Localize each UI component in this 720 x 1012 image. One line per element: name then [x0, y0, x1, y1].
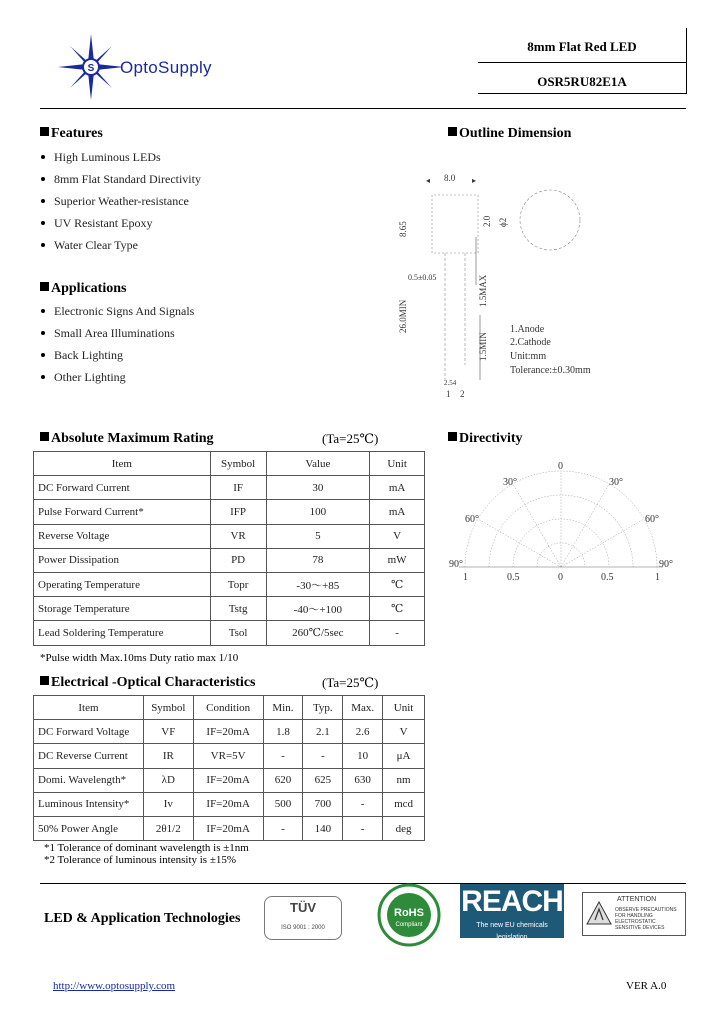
outline-drawing	[380, 165, 620, 405]
col-header: Item	[34, 452, 211, 476]
cell-symbol: IFP	[210, 500, 266, 524]
pin-1: 1	[446, 389, 451, 399]
outline-note: Unit:mm	[510, 351, 547, 362]
abs-max-table	[33, 451, 425, 646]
header-divider	[478, 62, 686, 63]
cell-max: 2.6	[343, 720, 383, 744]
cell-condition: IF=20mA	[193, 792, 263, 816]
col-header: Min.	[263, 696, 303, 720]
angle-label: 60°	[465, 514, 479, 525]
cell-symbol: VR	[210, 524, 266, 548]
cell-max: 630	[343, 768, 383, 792]
angle-label: 60°	[645, 514, 659, 525]
pin-2: 2	[460, 389, 465, 399]
svg-text:▸: ▸	[472, 176, 477, 185]
cell-symbol: Tstg	[210, 597, 266, 621]
cell-unit: V	[383, 720, 425, 744]
cell-unit: mA	[370, 476, 425, 500]
list-item: 8mm Flat Standard Directivity	[40, 172, 201, 194]
cell-item: Reverse Voltage	[34, 524, 211, 548]
cell-item: Operating Temperature	[34, 572, 211, 596]
cell-typ: 700	[303, 792, 343, 816]
table-row	[34, 720, 425, 744]
cell-symbol: IF	[210, 476, 266, 500]
optosupply-logo-icon	[58, 34, 124, 100]
rohs-compliant-icon	[377, 883, 441, 947]
table-header-row	[34, 452, 425, 476]
cell-symbol: VF	[143, 720, 193, 744]
cell-item: Power Dissipation	[34, 548, 211, 572]
cell-min: -	[263, 816, 303, 840]
cell-value: 100	[266, 500, 370, 524]
cell-max: -	[343, 816, 383, 840]
cell-symbol: Topr	[210, 572, 266, 596]
axis-tick-label: 0	[558, 572, 563, 583]
abs-max-note: *Pulse width Max.10ms Duty ratio max 1/10	[40, 652, 239, 664]
cell-typ: 140	[303, 816, 343, 840]
dim-flat: 2.0	[482, 215, 492, 227]
col-header: Item	[34, 696, 144, 720]
dim-width: 8.0	[444, 173, 456, 183]
angle-label: 30°	[609, 477, 623, 488]
cell-symbol: Iv	[143, 792, 193, 816]
esd-title: ATTENTION	[617, 896, 657, 903]
cell-item: Storage Temperature	[34, 597, 211, 621]
col-header: Typ.	[303, 696, 343, 720]
header-divider	[478, 93, 686, 94]
cell-symbol: PD	[210, 548, 266, 572]
cell-typ: 625	[303, 768, 343, 792]
eo-table	[33, 695, 425, 841]
cell-value: 260℃/5sec	[266, 621, 370, 645]
eo-condition: (Ta=25℃)	[322, 675, 379, 690]
axis-tick-label: 0.5	[601, 572, 614, 583]
cell-unit: ℃	[370, 597, 425, 621]
list-item: Back Lighting	[40, 348, 194, 370]
cell-symbol: λD	[143, 768, 193, 792]
outline-note: 2.Cathode	[510, 337, 551, 348]
cell-value: 78	[266, 548, 370, 572]
cell-value: -40～+100	[266, 597, 370, 621]
directivity-heading: Directivity	[448, 431, 523, 447]
cell-condition: IF=20mA	[193, 720, 263, 744]
cell-item: Lead Soldering Temperature	[34, 621, 211, 645]
features-list	[40, 150, 201, 260]
table-row	[34, 524, 425, 548]
cell-max: 10	[343, 744, 383, 768]
cell-min: 1.8	[263, 720, 303, 744]
table-row	[34, 816, 425, 840]
cell-max: -	[343, 792, 383, 816]
table-row	[34, 621, 425, 645]
outline-heading: Outline Dimension	[448, 126, 571, 142]
table-row	[34, 768, 425, 792]
table-header-row	[34, 696, 425, 720]
dim-min: 1.5MIN	[478, 332, 488, 361]
eo-note: *1 Tolerance of dominant wavelength is ±1nm	[44, 842, 249, 854]
dim-pitch: 2.54	[444, 379, 457, 387]
outline-note: 1.Anode	[510, 324, 545, 335]
angle-label: 0	[558, 461, 563, 472]
esd-warning-icon	[586, 901, 612, 925]
esd-text: OBSERVE PRECAUTIONS FOR HANDLING ELECTROSTATIC SENSITIVE DEVICES	[615, 907, 677, 931]
abs-max-condition: (Ta=25℃)	[322, 431, 379, 446]
reach-label: REACH	[461, 885, 563, 918]
table-row	[34, 792, 425, 816]
part-number: OSR5RU82E1A	[537, 74, 627, 89]
rohs-sub-label: Compliant	[395, 922, 423, 928]
cell-min: 500	[263, 792, 303, 816]
cell-symbol: IR	[143, 744, 193, 768]
col-header: Value	[266, 452, 370, 476]
cell-value: -30～+85	[266, 572, 370, 596]
list-item: High Luminous LEDs	[40, 150, 201, 172]
reach-badge	[460, 884, 564, 941]
cell-value: 30	[266, 476, 370, 500]
cell-unit: nm	[383, 768, 425, 792]
cell-condition: VR=5V	[193, 744, 263, 768]
table-row	[34, 597, 425, 621]
tuv-label: TÜV	[290, 900, 316, 915]
company-line: LED & Application Technologies	[44, 911, 241, 926]
list-item: Other Lighting	[40, 370, 194, 392]
cell-condition: IF=20mA	[193, 768, 263, 792]
angle-label: 90°	[449, 559, 463, 570]
cell-symbol: Tsol	[210, 621, 266, 645]
tuv-iso-badge	[264, 896, 342, 940]
cell-item: DC Forward Voltage	[34, 720, 144, 744]
col-header: Condition	[193, 696, 263, 720]
esd-attention-badge	[582, 892, 686, 936]
cell-value: 5	[266, 524, 370, 548]
col-header: Max.	[343, 696, 383, 720]
cell-item: Pulse Forward Current*	[34, 500, 211, 524]
list-item: UV Resistant Epoxy	[40, 216, 201, 238]
bottom-rule	[40, 883, 686, 884]
top-rule	[40, 108, 686, 109]
brand-name: OptoSupply	[120, 58, 212, 77]
cell-typ: 2.1	[303, 720, 343, 744]
cell-item: Domi. Wavelength*	[34, 768, 144, 792]
cell-item: DC Reverse Current	[34, 744, 144, 768]
col-header: Unit	[383, 696, 425, 720]
cell-unit: -	[370, 621, 425, 645]
eo-heading: Electrical -Optical Characteristics	[40, 675, 255, 691]
list-item: Superior Weather-resistance	[40, 194, 201, 216]
cell-condition: IF=20mA	[193, 816, 263, 840]
dim-max: 1.5MAX	[478, 274, 488, 307]
applications-heading: Applications	[40, 281, 126, 297]
iso-label: ISO 9001 : 2000	[281, 925, 325, 931]
table-row	[34, 548, 425, 572]
cell-typ: -	[303, 744, 343, 768]
cell-unit: mA	[370, 500, 425, 524]
axis-tick-label: 1	[463, 572, 468, 583]
features-heading: Features	[40, 126, 103, 142]
col-header: Symbol	[210, 452, 266, 476]
dim-lead-length: 26.0MIN	[398, 299, 408, 333]
outline-note: Tolerance:±0.30mm	[510, 365, 591, 376]
axis-tick-label: 1	[655, 572, 660, 583]
cell-unit: deg	[383, 816, 425, 840]
dim-lead: 0.5±0.05	[408, 273, 437, 282]
cell-unit: V	[370, 524, 425, 548]
axis-tick-label: 0.5	[507, 572, 520, 583]
directivity-chart	[445, 455, 685, 590]
dim-dia: ϕ2	[498, 217, 508, 227]
applications-list	[40, 304, 194, 392]
version-label: VER A.0	[626, 980, 667, 992]
abs-max-heading: Absolute Maximum Rating	[40, 431, 214, 447]
table-row	[34, 500, 425, 524]
cell-unit: ℃	[370, 572, 425, 596]
cell-unit: mcd	[383, 792, 425, 816]
product-title: 8mm Flat Red LED	[527, 39, 637, 54]
rohs-label: RoHS	[394, 907, 424, 919]
svg-text:S: S	[87, 63, 95, 74]
cell-item: 50% Power Angle	[34, 816, 144, 840]
cell-unit: μA	[383, 744, 425, 768]
table-row	[34, 744, 425, 768]
eo-note: *2 Tolerance of luminous intensity is ±15%	[44, 854, 237, 866]
cell-unit: mW	[370, 548, 425, 572]
list-item: Electronic Signs And Signals	[40, 304, 194, 326]
col-header: Symbol	[143, 696, 193, 720]
cell-item: DC Forward Current	[34, 476, 211, 500]
angle-label: 90°	[659, 559, 673, 570]
website-link[interactable]: http://www.optosupply.com	[53, 980, 176, 992]
list-item: Small Area Illuminations	[40, 326, 194, 348]
cell-min: -	[263, 744, 303, 768]
dim-height: 8.65	[398, 221, 408, 237]
reach-sub-label: The new EU chemicals legislation	[476, 922, 548, 941]
table-row	[34, 572, 425, 596]
svg-text:◂: ◂	[426, 176, 431, 185]
list-item: Water Clear Type	[40, 238, 201, 260]
table-row	[34, 476, 425, 500]
cell-min: 620	[263, 768, 303, 792]
cell-item: Luminous Intensity*	[34, 792, 144, 816]
col-header: Unit	[370, 452, 425, 476]
angle-label: 30°	[503, 477, 517, 488]
cell-symbol: 2θ1/2	[143, 816, 193, 840]
